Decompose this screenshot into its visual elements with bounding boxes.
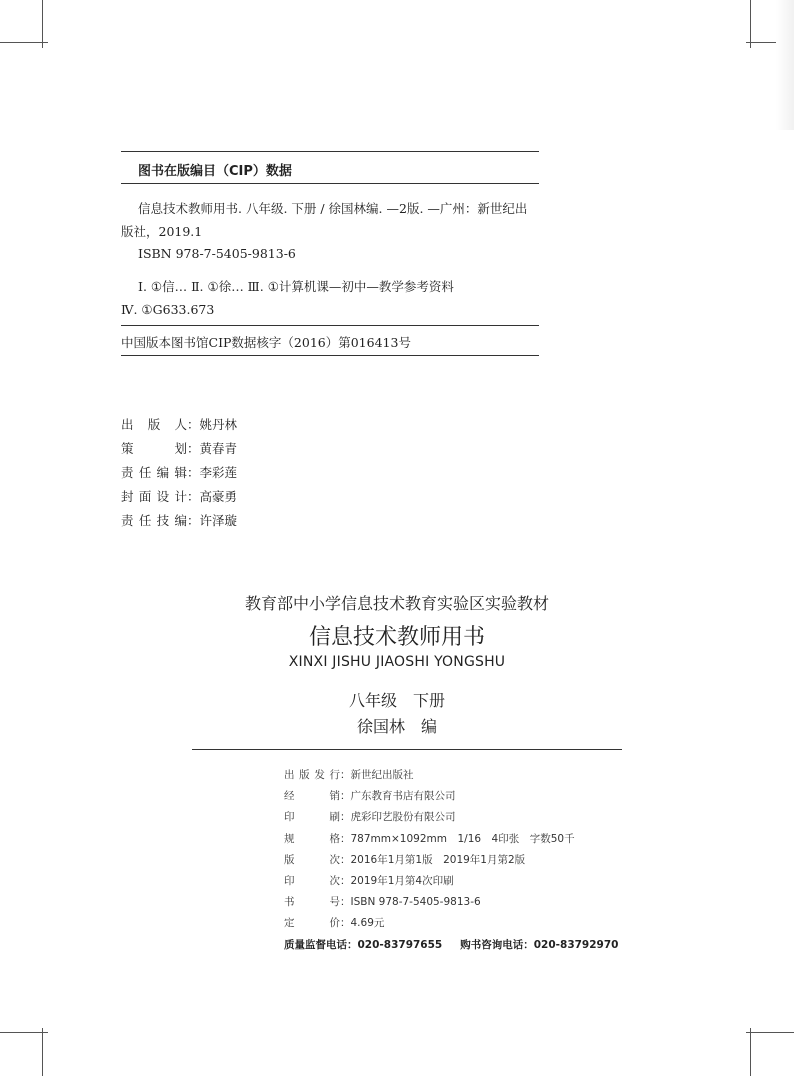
- crop-mark: [42, 1028, 43, 1076]
- crop-mark: [746, 1032, 794, 1033]
- cip-record-rule: [121, 325, 539, 326]
- pub-value: 2016年1月第1版 2019年1月第2版: [350, 854, 526, 866]
- staff-row: 出 版 人：姚丹林: [121, 417, 238, 432]
- pub-value: 4.69元: [350, 917, 385, 929]
- book-title-pinyin: XINXI JISHU JIAOSHI YONGSHU: [288, 654, 506, 670]
- staff-row: 责任编辑：李彩莲: [121, 465, 238, 480]
- cip-heading: 图书在版编目（CIP）数据: [138, 164, 292, 179]
- crop-mark: [42, 0, 43, 48]
- staff-value: 李彩莲: [199, 465, 238, 480]
- pub-label: 出版发行: [284, 769, 340, 781]
- book-grade: 八年级 下册: [348, 691, 445, 710]
- pub-value: ISBN 978-7-5405-9813-6: [350, 896, 481, 908]
- staff-value: 姚丹林: [199, 417, 238, 432]
- pub-value: 2019年1月第4次印刷: [350, 875, 454, 887]
- pub-row: 书 号：ISBN 978-7-5405-9813-6: [284, 896, 481, 908]
- staff-value: 高豪勇: [199, 489, 238, 504]
- cip-bottom-rule: [121, 355, 539, 356]
- staff-row: 封面设计：高豪勇: [121, 489, 238, 504]
- cip-line: Ⅳ. ①G633.673: [121, 302, 215, 317]
- staff-label: 封面设计: [121, 489, 187, 504]
- crop-mark: [0, 1032, 48, 1033]
- cip-heading-rule: [121, 183, 539, 184]
- book-series: 教育部中小学信息技术教育实验区实验教材: [244, 594, 549, 613]
- hotline-row: [284, 937, 618, 952]
- pub-row: 经 销：广东教育书店有限公司: [284, 790, 456, 802]
- staff-value: 许泽璇: [199, 513, 238, 528]
- cip-line: Ⅰ. ①信… Ⅱ. ①徐… Ⅲ. ①计算机课—初中—教学参考资料: [138, 279, 454, 294]
- edge-shade: [776, 0, 794, 130]
- crop-mark: [750, 0, 751, 48]
- crop-mark: [0, 42, 48, 43]
- staff-label: 出 版 人: [121, 417, 187, 432]
- staff-value: 黄春青: [199, 441, 238, 456]
- staff-row: 责任技编：许泽璇: [121, 513, 238, 528]
- pub-row: 规 格：787mm×1092mm 1/16 4印张 字数50千: [284, 833, 575, 845]
- publication-rule: [192, 749, 622, 750]
- cip-record-number: 中国版本图书馆CIP数据核字（2016）第016413号: [121, 335, 411, 350]
- pub-label: 印 刷: [284, 811, 340, 823]
- pub-label: 版 次: [284, 854, 340, 866]
- pub-label: 经 销: [284, 790, 340, 802]
- pub-row: 版 次：2016年1月第1版 2019年1月第2版: [284, 854, 526, 866]
- crop-mark: [750, 1028, 751, 1076]
- quality-hotline: 质量监督电话：020-83797655: [284, 939, 443, 951]
- book-title: 信息技术教师用书: [308, 625, 485, 650]
- pub-row: 出版发行：新世纪出版社: [284, 769, 414, 781]
- pub-value: 广东教育书店有限公司: [350, 790, 456, 802]
- staff-label: 责任编辑: [121, 465, 187, 480]
- pub-label: 书 号: [284, 896, 340, 908]
- pub-row: 印 次：2019年1月第4次印刷: [284, 875, 454, 887]
- pub-row: 印 刷：虎彩印艺股份有限公司: [284, 811, 456, 823]
- cip-line: ISBN 978-7-5405-9813-6: [138, 246, 296, 261]
- pub-row: 定 价：4.69元: [284, 917, 385, 929]
- pub-label: 定 价: [284, 917, 340, 929]
- staff-row: 策 划：黄春青: [121, 441, 238, 456]
- purchase-hotline: 购书咨询电话：020-83792970: [460, 939, 619, 951]
- pub-value: 虎彩印艺股份有限公司: [350, 811, 456, 823]
- staff-label: 责任技编: [121, 513, 187, 528]
- pub-value: 新世纪出版社: [350, 769, 414, 781]
- cip-line: 版社，2019.1: [121, 224, 203, 239]
- pub-label: 规 格: [284, 833, 340, 845]
- pub-value: 787mm×1092mm 1/16 4印张 字数50千: [350, 833, 575, 845]
- book-author: 徐国林 编: [356, 717, 437, 736]
- pub-label: 印 次: [284, 875, 340, 887]
- staff-label: 策 划: [121, 441, 187, 456]
- cip-top-rule: [121, 151, 539, 152]
- cip-line: 信息技术教师用书. 八年级. 下册 / 徐国林编. —2版. —广州：新世纪出: [138, 201, 528, 216]
